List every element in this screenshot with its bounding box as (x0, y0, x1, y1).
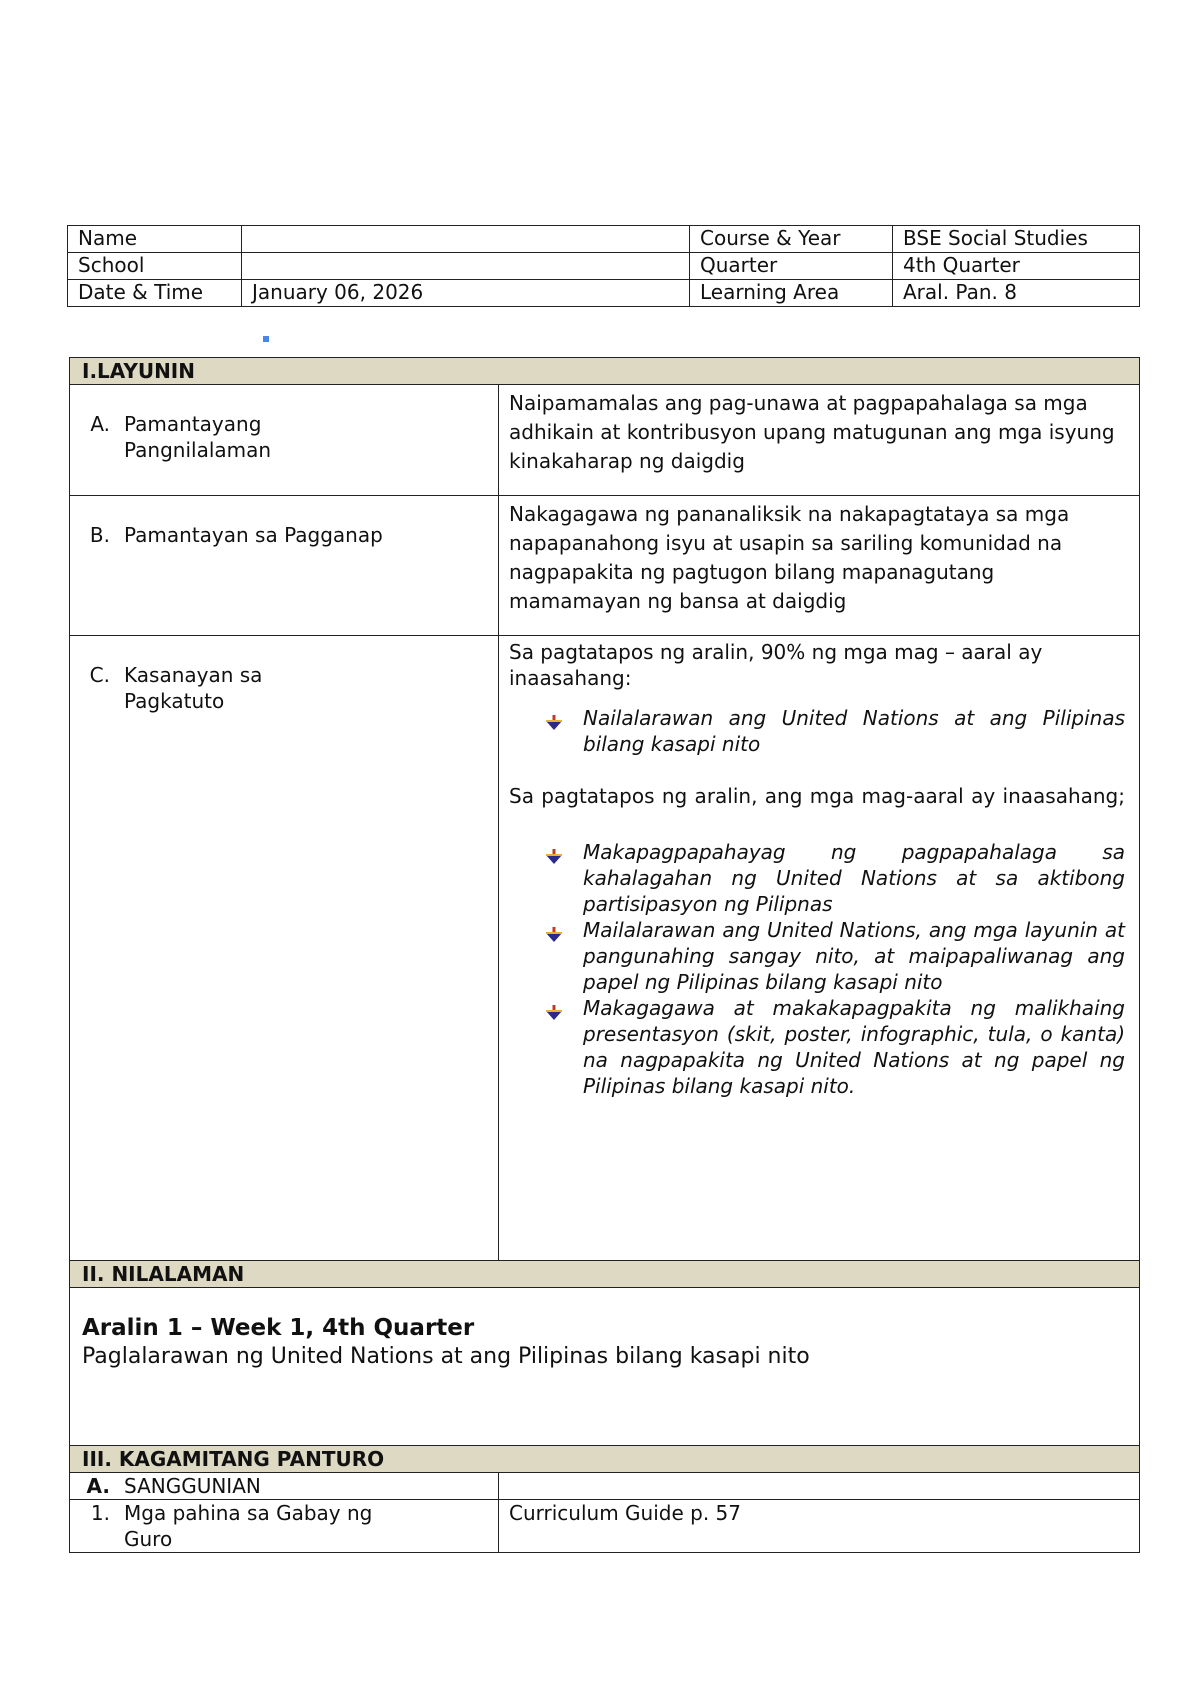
arrow-bullet-icon (545, 917, 583, 995)
school-label: School (68, 253, 242, 280)
name-value (242, 226, 690, 253)
c-bullet1-item (545, 705, 1125, 757)
row-a-label-cell (70, 385, 499, 496)
c-bullet3: Mailalarawan ang United Nations, ang mga layunin at pangunahing sangay nito, at maipapaliwanag ang papel ng Pilipinas bilang kasapi nito (583, 918, 1125, 994)
nilalaman-title: Aralin 1 – Week 1, 4th Quarter (82, 1315, 475, 1341)
row-b-label: Pamantayan sa Pagganap (124, 523, 383, 547)
nilalaman-subtitle: Paglalarawan ng United Nations at ang Pilipinas bilang kasapi nito (82, 1344, 810, 1369)
row-c-content (499, 636, 1140, 1261)
row-c-letter: C. (89, 663, 110, 687)
quarter-label: Quarter (690, 253, 893, 280)
item1-num: 1. (90, 1501, 110, 1525)
area-label: Learning Area (690, 280, 893, 307)
row-a-content: Naipamamalas ang pag-unawa at pagpapahalaga sa mga adhikain at kontribusyon upang matugunan ang mga isyung kinakaharap ng daigdig (499, 385, 1140, 496)
sanggunian-label: SANGGUNIAN (124, 1474, 261, 1498)
row-b-letter: B. (89, 523, 110, 547)
c-bullet4: Makagagawa at makakapagpakita ng malikhaing presentasyon (skit, poster, infographic, tula, o kanta) na nagpapakita ng United Nations at ng papel ng Pilipinas bilang kasapi nito. (583, 996, 1125, 1098)
arrow-bullet-icon (545, 705, 583, 757)
blue-marker (263, 336, 269, 342)
arrow-bullet-icon (545, 995, 583, 1099)
sanggunian-label-cell (70, 1473, 499, 1500)
c-bullet2-item (545, 839, 1125, 917)
row-a-label: Pamantayang Pangnilalaman (124, 412, 272, 462)
date-label: Date & Time (68, 280, 242, 307)
nilalaman-header: II. NILALAMAN (70, 1261, 1140, 1288)
c-bullet3-item (545, 917, 1125, 995)
lesson-plan-table (69, 357, 1140, 1553)
row-c-label-cell (70, 636, 499, 1261)
school-value (242, 253, 690, 280)
nilalaman-cell (70, 1288, 1140, 1446)
arrow-bullet-icon (545, 839, 583, 917)
row-b-content: Nakagagawa ng pananaliksik na nakapagtataya sa mga napapanahong isyu at usapin sa sariling komunidad na nagpapakita ng pagtugon bilang mapanagutang mamamayan ng bansa at daigdig (499, 496, 1140, 636)
row-a-letter: A. (90, 412, 110, 436)
item1-label-cell (70, 1500, 499, 1553)
layunin-header: I.LAYUNIN (70, 358, 1140, 385)
row-c-label: Kasanayan sa Pagkatuto (124, 663, 263, 713)
c-bullet1: Nailalarawan ang United Nations at ang Pilipinas bilang kasapi nito (583, 706, 1125, 756)
row-b-label-cell (70, 496, 499, 636)
date-value: January 06, 2026 (242, 280, 690, 307)
item1-label: Mga pahina sa Gabay ng Guro (124, 1501, 373, 1551)
course-value: BSE Social Studies (893, 226, 1140, 253)
name-label: Name (68, 226, 242, 253)
item1-value: Curriculum Guide p. 57 (499, 1500, 1140, 1553)
sanggunian-letter: A. (86, 1474, 110, 1498)
c-intro1: Sa pagtatapos ng aralin, 90% ng mga mag – aaral ay inaasahang: (509, 640, 1043, 690)
area-value: Aral. Pan. 8 (893, 280, 1140, 307)
quarter-value: 4th Quarter (893, 253, 1140, 280)
c-intro2: Sa pagtatapos ng aralin, ang mga mag-aaral ay inaasahang; (509, 784, 1125, 808)
c-bullet2: Makapagpapahayag ng pagpapahalaga sa kahalagahan ng United Nations at sa aktibong partisipasyon ng Pilipnas (583, 840, 1125, 916)
kagamitan-header: III. KAGAMITANG PANTURO (70, 1446, 1140, 1473)
sanggunian-value (499, 1473, 1140, 1500)
c-bullet4-item (545, 995, 1125, 1099)
course-label: Course & Year (690, 226, 893, 253)
info-table (67, 225, 1140, 307)
